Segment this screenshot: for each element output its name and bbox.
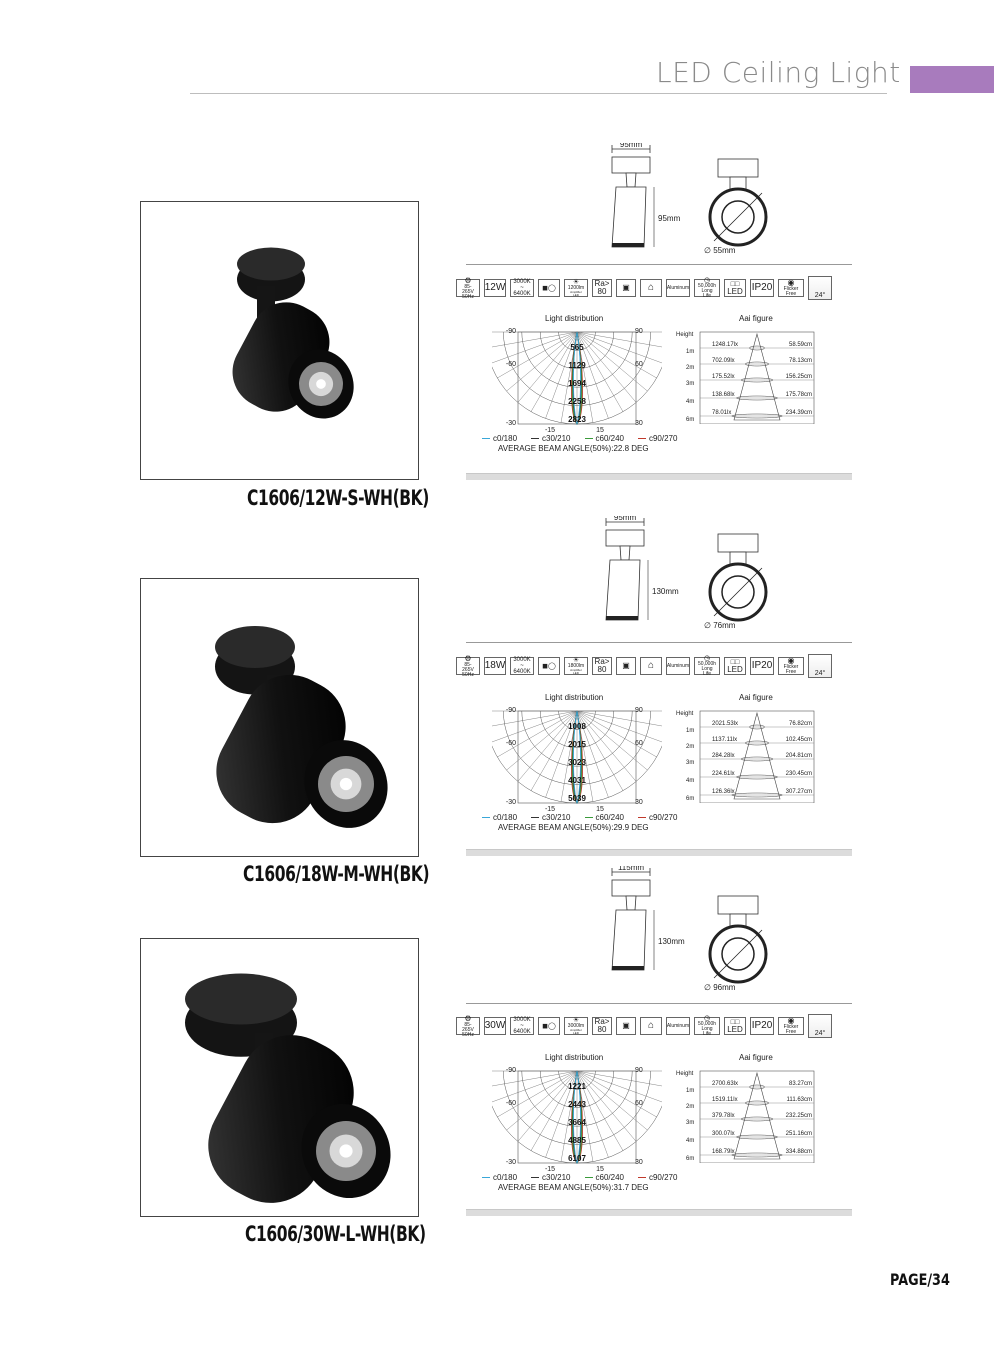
power-badge: 12W bbox=[484, 279, 506, 297]
frequency-label: 50Hz bbox=[462, 293, 474, 300]
height-value: 6m bbox=[686, 796, 695, 802]
model-number: C1606/18W-M-WH(BK) bbox=[243, 862, 430, 886]
eye-icon: ◉ bbox=[787, 1016, 795, 1025]
light-distribution-title: Light distribution bbox=[545, 314, 604, 323]
width-dimension-label: 95mm bbox=[619, 143, 643, 149]
beam-diameter-value: 204.81cm bbox=[785, 753, 812, 759]
height-value: 4m bbox=[686, 399, 695, 405]
angle-label: 30 bbox=[635, 1159, 643, 1166]
beam-angle-badge: 24° bbox=[808, 276, 832, 300]
page-number: PAGE/34 bbox=[890, 1270, 950, 1289]
height-value: 2m bbox=[686, 365, 695, 371]
lumen-badge: ☀ 3000lm Amplifier LED bbox=[564, 1017, 588, 1035]
cct-badge: 3000K ~ 6400K bbox=[510, 279, 534, 297]
cct-badge: 3000K ~ 6400K bbox=[510, 657, 534, 675]
height-value: 1m bbox=[686, 728, 695, 734]
polar-value: 2443 bbox=[568, 1100, 586, 1109]
legend-c90: c90/270 bbox=[638, 1173, 677, 1182]
light-cone bbox=[734, 713, 780, 799]
legend-c60: c60/240 bbox=[585, 813, 624, 822]
flicker-free-badge: ◉ Flicker Free bbox=[778, 657, 804, 675]
chip-icon: □□ bbox=[730, 658, 740, 666]
angle-label: 90 bbox=[635, 328, 643, 335]
height-dimension-label: 95mm bbox=[658, 214, 681, 223]
chip-icon: □□ bbox=[730, 280, 740, 288]
legend-c60: c60/240 bbox=[585, 434, 624, 443]
polar-value: 1694 bbox=[568, 379, 586, 388]
beam-diameter-value: 334.88cm bbox=[785, 1149, 812, 1155]
lux-value: 2700.63lx bbox=[712, 1081, 739, 1087]
height-value: 3m bbox=[686, 760, 695, 766]
beam-angle-badge: 24° bbox=[808, 654, 832, 678]
frequency-label: 50Hz bbox=[462, 671, 474, 678]
angle-label: 30 bbox=[635, 799, 643, 806]
light-cone bbox=[734, 334, 780, 420]
beam-diameter-value: 232.25cm bbox=[785, 1113, 812, 1119]
ceiling-base-top bbox=[185, 974, 297, 1025]
beam-diameter-value: 102.45cm bbox=[785, 737, 812, 743]
height-label: Height bbox=[676, 711, 694, 717]
ra-badge: Ra> 80 bbox=[592, 657, 612, 675]
height-value: 6m bbox=[686, 417, 695, 423]
lux-value: 168.79lx bbox=[712, 1149, 735, 1155]
chip-icon: □□ bbox=[730, 1018, 740, 1026]
led-chip bbox=[340, 778, 352, 790]
angle-label: -60 bbox=[505, 740, 516, 747]
lux-value: 1137.11lx bbox=[712, 737, 738, 743]
angle-label: 60 bbox=[635, 740, 643, 747]
model-number: C1606/30W-L-WH(BK) bbox=[245, 1222, 426, 1246]
clock-icon: ◷ bbox=[703, 277, 711, 284]
square-frame-icon: ▣ bbox=[616, 1017, 636, 1035]
angle-label: 60 bbox=[635, 1100, 643, 1107]
sun-icon: ☀ bbox=[572, 1017, 580, 1024]
legend-c90: c90/270 bbox=[638, 434, 677, 443]
flicker-free-badge: ◉ Flicker Free bbox=[778, 279, 804, 297]
angle-label: -15 bbox=[544, 1166, 556, 1173]
frequency-label: 50Hz bbox=[462, 1031, 474, 1038]
legend-c30: c30/210 bbox=[531, 1173, 570, 1182]
led-badge: □□ LED bbox=[724, 279, 746, 297]
aai-figure-title: Aai figure bbox=[739, 314, 773, 323]
product-photo-frame bbox=[140, 201, 419, 480]
light-distribution-chart bbox=[492, 703, 662, 813]
section-divider bbox=[466, 1003, 852, 1004]
eye-icon: ◉ bbox=[787, 278, 795, 287]
chart-legend bbox=[482, 1173, 677, 1182]
beam-diameter-value: 234.39cm bbox=[785, 410, 812, 416]
sun-icon: ☀ bbox=[572, 279, 580, 286]
beam-diameter-value: 83.27cm bbox=[788, 1081, 812, 1087]
chart-legend bbox=[482, 813, 677, 822]
average-beam-angle: AVERAGE BEAM ANGLE(50%):29.9 DEG bbox=[498, 823, 649, 832]
section-divider bbox=[466, 264, 852, 265]
legend-c0: c0/180 bbox=[482, 1173, 517, 1182]
polar-value: 565 bbox=[570, 343, 584, 352]
aai-figure-title: Aai figure bbox=[739, 1053, 773, 1062]
beam-diameter-value: 251.16cm bbox=[785, 1131, 812, 1137]
height-value: 1m bbox=[686, 1088, 695, 1094]
diameter-label: ∅ 55mm bbox=[704, 246, 736, 255]
material-badge: Aluminum bbox=[666, 1017, 690, 1035]
voltage-label: 85-265V bbox=[462, 661, 474, 673]
indoor-house-icon: ⌂ bbox=[640, 1017, 662, 1035]
legend-c30: c30/210 bbox=[531, 434, 570, 443]
diameter-label: ∅ 96mm bbox=[704, 983, 736, 992]
angle-label: -60 bbox=[505, 1100, 516, 1107]
average-beam-angle: AVERAGE BEAM ANGLE(50%):31.7 DEG bbox=[498, 1183, 649, 1192]
ceiling-base-top bbox=[215, 626, 295, 668]
lux-value: 224.61lx bbox=[712, 771, 735, 777]
polar-value: 6107 bbox=[568, 1154, 586, 1163]
angle-label: -90 bbox=[505, 707, 516, 714]
ceiling-base-top bbox=[237, 248, 305, 281]
height-value: 3m bbox=[686, 1120, 695, 1126]
ip-rating-badge: IP20 bbox=[750, 279, 774, 297]
height-value: 2m bbox=[686, 744, 695, 750]
accent-bar bbox=[910, 66, 994, 93]
clock-icon: ◷ bbox=[703, 1015, 711, 1022]
polar-value: 1008 bbox=[568, 722, 586, 731]
product-photo bbox=[141, 939, 418, 1216]
lux-value: 2021.53lx bbox=[712, 721, 739, 727]
legend-c0: c0/180 bbox=[482, 434, 517, 443]
lux-value: 1248.17lx bbox=[712, 342, 739, 348]
legend-c60: c60/240 bbox=[585, 1173, 624, 1182]
voltage-label: 85-265V bbox=[462, 283, 474, 295]
angle-label: 15 bbox=[596, 806, 604, 813]
width-dimension-label: 95mm bbox=[613, 516, 637, 522]
angle-label: 60 bbox=[635, 361, 643, 368]
model-number: C1606/12W-S-WH(BK) bbox=[247, 486, 429, 510]
aai-figure-title: Aai figure bbox=[739, 693, 773, 702]
height-label: Height bbox=[676, 332, 694, 338]
front-dimension-drawing bbox=[700, 530, 790, 630]
dimmer-switch-icon: ◼◯ bbox=[538, 1017, 560, 1035]
angle-label: -30 bbox=[505, 799, 516, 806]
lux-value: 1519.11lx bbox=[712, 1097, 738, 1103]
beam-diameter-value: 307.27cm bbox=[785, 789, 812, 795]
aai-figure-chart bbox=[672, 324, 822, 424]
title-divider bbox=[190, 93, 887, 94]
front-dimension-drawing bbox=[700, 892, 790, 992]
height-value: 3m bbox=[686, 381, 695, 387]
led-chip bbox=[339, 1144, 352, 1157]
square-frame-icon: ▣ bbox=[616, 657, 636, 675]
angle-label: -15 bbox=[544, 427, 556, 434]
lux-value: 78.01lx bbox=[712, 410, 732, 416]
voltage-label: 85-265V bbox=[462, 1021, 474, 1033]
ra-badge: Ra> 80 bbox=[592, 1017, 612, 1035]
polar-value: 4031 bbox=[568, 776, 586, 785]
section-footer-bar bbox=[466, 849, 852, 856]
average-beam-angle: AVERAGE BEAM ANGLE(50%):22.8 DEG bbox=[498, 444, 649, 453]
beam-diameter-value: 175.78cm bbox=[785, 392, 812, 398]
voltage-icon: ⚙ 85-265V 50Hz bbox=[456, 1017, 480, 1035]
height-dimension-label: 130mm bbox=[658, 937, 685, 946]
clock-icon: ◷ bbox=[703, 655, 711, 662]
cct-badge: 3000K ~ 6400K bbox=[510, 1017, 534, 1035]
beam-diameter-value: 156.25cm bbox=[785, 374, 812, 380]
beam-diameter-value: 78.13cm bbox=[788, 358, 812, 364]
product-photo-frame bbox=[140, 578, 419, 857]
light-distribution-title: Light distribution bbox=[545, 693, 604, 702]
product-photo-frame bbox=[140, 938, 419, 1217]
polar-value: 3664 bbox=[568, 1118, 586, 1127]
product-photo bbox=[141, 202, 418, 479]
polar-value: 2015 bbox=[568, 740, 586, 749]
lifespan-badge: ◷ 50,000h Long Life bbox=[694, 279, 720, 297]
aai-figure-chart bbox=[672, 703, 822, 803]
lux-value: 284.28lx bbox=[712, 753, 735, 759]
height-value: 4m bbox=[686, 1138, 695, 1144]
legend-c30: c30/210 bbox=[531, 813, 570, 822]
product-photo bbox=[141, 579, 418, 856]
polar-value: 1221 bbox=[568, 1082, 586, 1091]
height-value: 2m bbox=[686, 1104, 695, 1110]
height-label: Height bbox=[676, 1071, 694, 1077]
lifespan-badge: ◷ 50,000h Long Life bbox=[694, 1017, 720, 1035]
angle-label: -15 bbox=[544, 806, 556, 813]
square-frame-icon: ▣ bbox=[616, 279, 636, 297]
indoor-house-icon: ⌂ bbox=[640, 279, 662, 297]
beam-diameter-value: 58.59cm bbox=[788, 342, 812, 348]
lux-value: 702.09lx bbox=[712, 358, 735, 364]
flicker-free-badge: ◉ Flicker Free bbox=[778, 1017, 804, 1035]
dimmer-switch-icon: ◼◯ bbox=[538, 279, 560, 297]
height-value: 4m bbox=[686, 778, 695, 784]
angle-label: 15 bbox=[596, 1166, 604, 1173]
power-badge: 18W bbox=[484, 657, 506, 675]
polar-value: 1129 bbox=[568, 361, 586, 370]
voltage-icon: ⚙ 85-265V 50Hz bbox=[456, 657, 480, 675]
power-badge: 30W bbox=[484, 1017, 506, 1035]
voltage-icon: ⚙ 85-265V 50Hz bbox=[456, 279, 480, 297]
polar-value: 2258 bbox=[568, 397, 586, 406]
angle-label: -30 bbox=[505, 1159, 516, 1166]
polar-value: 4885 bbox=[568, 1136, 586, 1145]
page-title: LED Ceiling Light bbox=[656, 56, 901, 89]
led-chip bbox=[316, 379, 326, 389]
beam-diameter-value: 230.45cm bbox=[785, 771, 812, 777]
light-cone bbox=[734, 1073, 780, 1159]
lux-value: 379.78lx bbox=[712, 1113, 735, 1119]
angle-label: -30 bbox=[505, 420, 516, 427]
height-dimension-label: 130mm bbox=[652, 587, 679, 596]
width-dimension-label: 115mm bbox=[617, 866, 645, 872]
angle-label: 90 bbox=[635, 1067, 643, 1074]
led-badge: □□ LED bbox=[724, 657, 746, 675]
angle-label: 90 bbox=[635, 707, 643, 714]
lumen-badge: ☀ 1200lm Amplifier LED bbox=[564, 279, 588, 297]
dimmer-switch-icon: ◼◯ bbox=[538, 657, 560, 675]
ra-badge: Ra> 80 bbox=[592, 279, 612, 297]
beam-diameter-value: 76.82cm bbox=[788, 721, 812, 727]
legend-c0: c0/180 bbox=[482, 813, 517, 822]
lux-value: 138.68lx bbox=[712, 392, 735, 398]
angle-label: 15 bbox=[596, 427, 604, 434]
section-footer-bar bbox=[466, 473, 852, 480]
height-value: 6m bbox=[686, 1156, 695, 1162]
lifespan-badge: ◷ 50,000h Long Life bbox=[694, 657, 720, 675]
led-badge: □□ LED bbox=[724, 1017, 746, 1035]
light-distribution-title: Light distribution bbox=[545, 1053, 604, 1062]
lux-value: 126.36lx bbox=[712, 789, 735, 795]
front-dimension-drawing bbox=[700, 155, 790, 255]
angle-label: -90 bbox=[505, 328, 516, 335]
material-badge: Aluminum bbox=[666, 279, 690, 297]
height-value: 1m bbox=[686, 349, 695, 355]
lux-value: 300.07lx bbox=[712, 1131, 735, 1137]
angle-label: -60 bbox=[505, 361, 516, 368]
indoor-house-icon: ⌂ bbox=[640, 657, 662, 675]
angle-label: 30 bbox=[635, 420, 643, 427]
spec-icon-row bbox=[456, 654, 832, 678]
light-distribution-chart bbox=[492, 324, 662, 434]
diameter-label: ∅ 76mm bbox=[704, 621, 736, 630]
aai-figure-chart bbox=[672, 1063, 822, 1163]
spec-icon-row bbox=[456, 1014, 832, 1038]
lumen-badge: ☀ 1800lm Amplifier LED bbox=[564, 657, 588, 675]
polar-value: 5039 bbox=[568, 794, 586, 803]
eye-icon: ◉ bbox=[787, 656, 795, 665]
angle-label: -90 bbox=[505, 1067, 516, 1074]
beam-angle-badge: 24° bbox=[808, 1014, 832, 1038]
lux-value: 175.52lx bbox=[712, 374, 735, 380]
section-footer-bar bbox=[466, 1209, 852, 1216]
ip-rating-badge: IP20 bbox=[750, 1017, 774, 1035]
beam-diameter-value: 111.63cm bbox=[786, 1097, 812, 1103]
material-badge: Aluminum bbox=[666, 657, 690, 675]
section-divider bbox=[466, 642, 852, 643]
legend-c90: c90/270 bbox=[638, 813, 677, 822]
polar-value: 2823 bbox=[568, 415, 586, 424]
light-distribution-chart bbox=[492, 1063, 662, 1173]
spec-icon-row bbox=[456, 276, 832, 300]
ip-rating-badge: IP20 bbox=[750, 657, 774, 675]
polar-value: 3023 bbox=[568, 758, 586, 767]
sun-icon: ☀ bbox=[572, 657, 580, 664]
chart-legend bbox=[482, 434, 677, 443]
